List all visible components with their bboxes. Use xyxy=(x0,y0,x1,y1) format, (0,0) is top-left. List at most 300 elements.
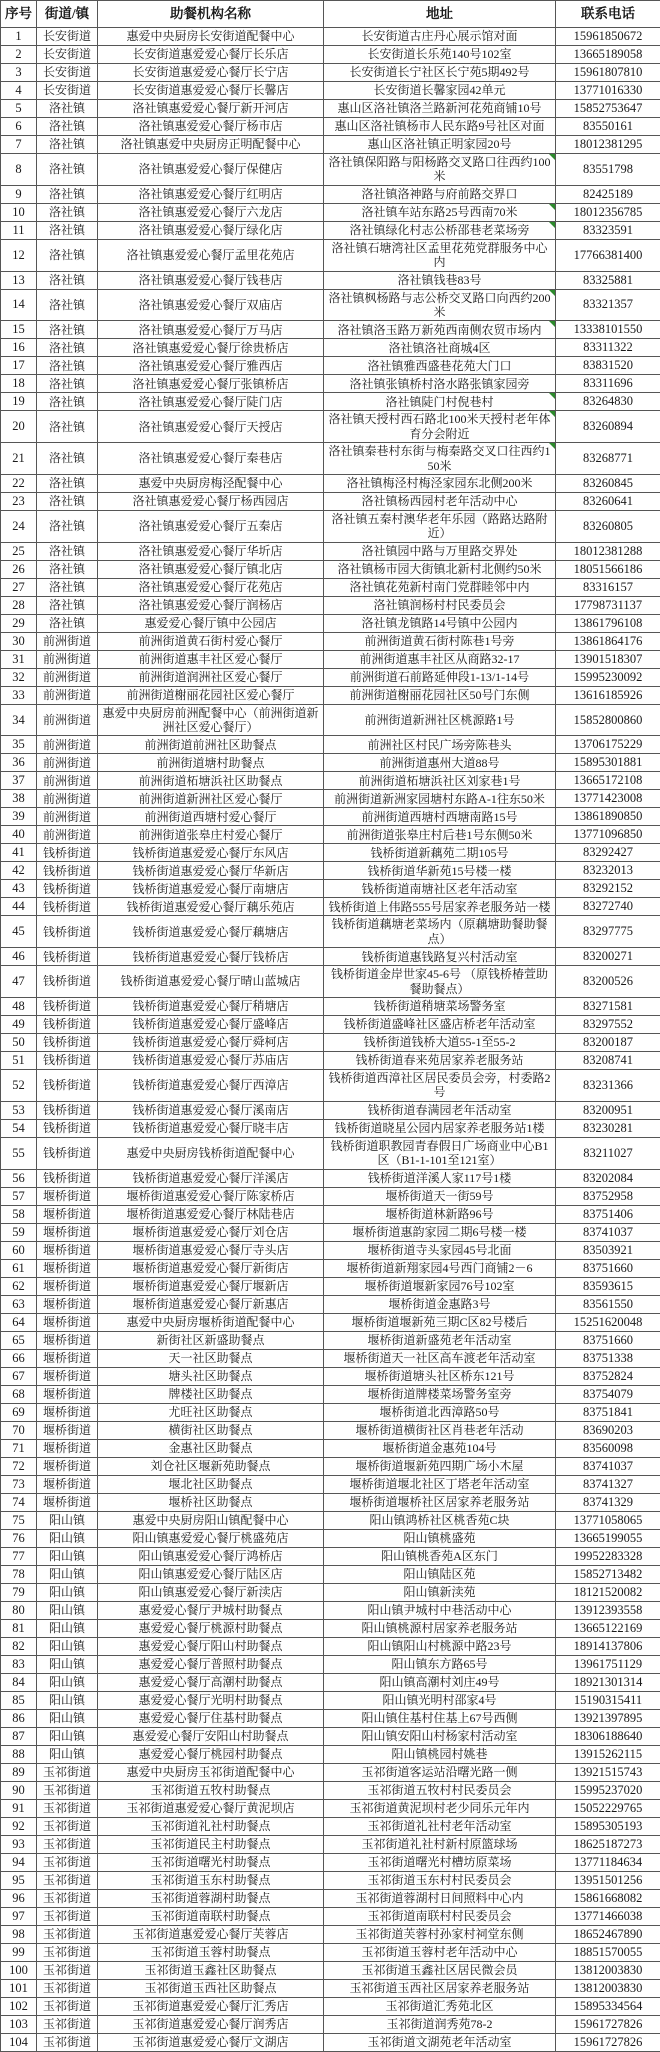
cell-index: 39 xyxy=(1,808,37,826)
cell-area: 前洲街道 xyxy=(37,826,98,844)
cell-area: 堰桥街道 xyxy=(37,1367,98,1385)
cell-institution-name: 钱桥街道惠爱爱心餐厅稍塘店 xyxy=(98,998,324,1016)
table-row xyxy=(1,632,660,650)
cell-area: 洛社镇 xyxy=(37,154,98,186)
cell-address: 前洲街道榭丽花园社区50号门东侧 xyxy=(324,686,556,704)
table-row xyxy=(1,510,660,542)
cell-index: 43 xyxy=(1,880,37,898)
cell-area: 洛社镇 xyxy=(37,289,98,321)
cell-index: 96 xyxy=(1,1889,37,1907)
cell-institution-name: 洛社镇惠爱爱心餐厅镇北店 xyxy=(98,560,324,578)
table-row xyxy=(1,1601,660,1619)
cell-institution-name: 惠爱爱心餐厅高潮村助餐点 xyxy=(98,1673,324,1691)
table-row xyxy=(1,1259,660,1277)
cell-area: 阳山镇 xyxy=(37,1511,98,1529)
cell-area: 洛社镇 xyxy=(37,578,98,596)
table-row xyxy=(1,1331,660,1349)
cell-institution-name: 钱桥街道惠爱爱心餐厅晓丰店 xyxy=(98,1119,324,1137)
cell-area: 玉祁街道 xyxy=(37,1943,98,1961)
cell-institution-name: 钱桥街道惠爱爱心餐厅华新店 xyxy=(98,862,324,880)
cell-index: 8 xyxy=(1,154,37,186)
cell-address: 洛社镇园中路与万里路交界处 xyxy=(324,542,556,560)
cell-area: 钱桥街道 xyxy=(37,844,98,862)
cell-phone: 83321357 xyxy=(556,289,660,321)
table-row xyxy=(1,1691,660,1709)
cell-institution-name: 玉祁街道玉蓉村助餐点 xyxy=(98,1943,324,1961)
cell-institution-name: 惠爱爱心餐厅阳山村助餐点 xyxy=(98,1637,324,1655)
table-row xyxy=(1,239,660,271)
cell-phone: 13961751129 xyxy=(556,1655,660,1673)
cell-phone: 83231366 xyxy=(556,1070,660,1102)
table-row xyxy=(1,790,660,808)
table-header-row xyxy=(1,1,660,28)
cell-address: 洛社镇杨市园大街镇北新村北侧约50米 xyxy=(324,560,556,578)
cell-institution-name: 钱桥街道惠爱爱心餐厅钱桥店 xyxy=(98,948,324,966)
table-row xyxy=(1,1137,660,1169)
cell-institution-name: 阳山镇惠爱爱心餐厅新渎店 xyxy=(98,1583,324,1601)
cell-address: 钱桥街道春满园老年活动室 xyxy=(324,1101,556,1119)
cell-area: 堰桥街道 xyxy=(37,1295,98,1313)
table-row xyxy=(1,1475,660,1493)
cell-area: 洛社镇 xyxy=(37,614,98,632)
cell-institution-name: 惠爱中央厨房长安街道配餐中心 xyxy=(98,28,324,46)
cell-phone: 83260894 xyxy=(556,411,660,443)
cell-phone: 13771184634 xyxy=(556,1853,660,1871)
cell-index: 28 xyxy=(1,596,37,614)
cell-phone: 83260805 xyxy=(556,510,660,542)
cell-phone: 83292427 xyxy=(556,844,660,862)
col-header-name: 助餐机构名称 xyxy=(98,1,324,28)
cell-index: 42 xyxy=(1,862,37,880)
cell-index: 98 xyxy=(1,1925,37,1943)
table-row xyxy=(1,898,660,916)
cell-phone: 15995230092 xyxy=(556,668,660,686)
cell-address: 洛社镇花苑新村南门党群睦邻中内 xyxy=(324,578,556,596)
table-row xyxy=(1,375,660,393)
cell-area: 钱桥街道 xyxy=(37,998,98,1016)
cell-area: 堰桥街道 xyxy=(37,1331,98,1349)
cell-phone: 13338101550 xyxy=(556,321,660,339)
cell-address: 阳山镇桃盛苑 xyxy=(324,1529,556,1547)
table-row xyxy=(1,1727,660,1745)
cell-institution-name: 惠爱中央厨房前洲配餐中心（前洲街道新洲社区爱心餐厅） xyxy=(98,704,324,736)
cell-phone: 83503921 xyxy=(556,1241,660,1259)
cell-address: 堰桥街道寺头家园45号北面 xyxy=(324,1241,556,1259)
cell-area: 玉祁街道 xyxy=(37,1961,98,1979)
cell-address: 洛社镇润杨村村民委员会 xyxy=(324,596,556,614)
cell-address: 堰桥街道新盛苑老年活动室 xyxy=(324,1331,556,1349)
cell-address: 洛社镇车站东路25号西南70米 xyxy=(324,203,556,221)
cell-phone: 13616185926 xyxy=(556,686,660,704)
table-row xyxy=(1,1205,660,1223)
cell-address: 阳山镇阳山村桃源中路23号 xyxy=(324,1637,556,1655)
table-row xyxy=(1,772,660,790)
cell-index: 71 xyxy=(1,1439,37,1457)
cell-institution-name: 洛社镇惠爱爱心餐厅张镇桥店 xyxy=(98,375,324,393)
cell-institution-name: 堰桥街道惠爱爱心餐厅堰新店 xyxy=(98,1277,324,1295)
cell-phone: 83264830 xyxy=(556,393,660,411)
table-row xyxy=(1,754,660,772)
cell-area: 前洲街道 xyxy=(37,736,98,754)
cell-area: 洛社镇 xyxy=(37,411,98,443)
cell-institution-name: 钱桥街道惠爱爱心餐厅藕乐苑店 xyxy=(98,898,324,916)
cell-phone: 83200187 xyxy=(556,1034,660,1052)
cell-index: 21 xyxy=(1,443,37,475)
cell-address: 堰桥街道新翔家园4号西门商铺2－6 xyxy=(324,1259,556,1277)
cell-phone: 83741327 xyxy=(556,1475,660,1493)
table-row xyxy=(1,393,660,411)
cell-area: 洛社镇 xyxy=(37,221,98,239)
cell-phone: 13861890850 xyxy=(556,808,660,826)
cell-phone: 19952283328 xyxy=(556,1547,660,1565)
cell-institution-name: 前洲街道张皋庄村爱心餐厅 xyxy=(98,826,324,844)
cell-area: 前洲街道 xyxy=(37,790,98,808)
cell-index: 25 xyxy=(1,542,37,560)
cell-phone: 13771096850 xyxy=(556,826,660,844)
table-row xyxy=(1,1119,660,1137)
cell-phone: 15995237020 xyxy=(556,1781,660,1799)
cell-phone: 83208741 xyxy=(556,1052,660,1070)
cell-phone: 83268771 xyxy=(556,443,660,475)
cell-index: 26 xyxy=(1,560,37,578)
cell-index: 14 xyxy=(1,289,37,321)
cell-area: 洛社镇 xyxy=(37,393,98,411)
cell-phone: 83751660 xyxy=(556,1331,660,1349)
cell-institution-name: 玉祁街道惠爱爱心餐厅汇秀店 xyxy=(98,1997,324,2015)
table-row xyxy=(1,1101,660,1119)
cell-index: 46 xyxy=(1,948,37,966)
cell-area: 洛社镇 xyxy=(37,542,98,560)
cell-index: 44 xyxy=(1,898,37,916)
cell-address: 玉祁街道黄泥坝村老少同乐元年内 xyxy=(324,1799,556,1817)
cell-phone: 83202084 xyxy=(556,1169,660,1187)
table-row xyxy=(1,1241,660,1259)
cell-area: 钱桥街道 xyxy=(37,1070,98,1102)
cell-index: 56 xyxy=(1,1169,37,1187)
table-row xyxy=(1,1223,660,1241)
cell-phone: 13665189058 xyxy=(556,46,660,64)
cell-address: 玉祁街道曙光村槽坊原菜场 xyxy=(324,1853,556,1871)
cell-institution-name: 玉祁街道蓉湖村助餐点 xyxy=(98,1889,324,1907)
table-row xyxy=(1,650,660,668)
col-header-phone: 联系电话 xyxy=(556,1,660,28)
cell-address: 洛社镇杨西园村老年活动中心 xyxy=(324,492,556,510)
cell-address: 阳山镇光明村邵家4号 xyxy=(324,1691,556,1709)
cell-address: 阳山镇陆区苑 xyxy=(324,1565,556,1583)
cell-address: 钱桥街道晓星公园内居家养老服务站1楼 xyxy=(324,1119,556,1137)
table-row xyxy=(1,1052,660,1070)
cell-institution-name: 玉祁街道惠爱爱心餐厅润秀店 xyxy=(98,2015,324,2033)
table-row xyxy=(1,1313,660,1331)
table-row xyxy=(1,1799,660,1817)
cell-index: 101 xyxy=(1,1979,37,1997)
cell-address: 钱桥街道钱桥大道55-1至55-2 xyxy=(324,1034,556,1052)
cell-area: 堰桥街道 xyxy=(37,1187,98,1205)
cell-index: 24 xyxy=(1,510,37,542)
cell-index: 45 xyxy=(1,916,37,948)
cell-index: 48 xyxy=(1,998,37,1016)
cell-area: 堰桥街道 xyxy=(37,1241,98,1259)
cell-institution-name: 惠爱中央厨房堰桥街道配餐中心 xyxy=(98,1313,324,1331)
cell-phone: 83311322 xyxy=(556,339,660,357)
cell-address: 惠山区洛社镇杨市人民东路9号社区对面 xyxy=(324,118,556,136)
cell-address: 长安街道长馨家园42单元 xyxy=(324,82,556,100)
cell-institution-name: 洛社镇惠爱爱心餐厅孟里花苑店 xyxy=(98,239,324,271)
cell-institution-name: 惠爱爱心餐厅镇中公园店 xyxy=(98,614,324,632)
cell-institution-name: 塘头社区助餐点 xyxy=(98,1367,324,1385)
cell-phone: 13771466038 xyxy=(556,1907,660,1925)
cell-area: 钱桥街道 xyxy=(37,862,98,880)
cell-phone: 13951501256 xyxy=(556,1871,660,1889)
cell-index: 69 xyxy=(1,1403,37,1421)
cell-institution-name: 洛社镇惠爱爱心餐厅绿化店 xyxy=(98,221,324,239)
cell-address: 前洲街道新洲社区桃源路1号 xyxy=(324,704,556,736)
cell-address: 玉祁街道客运站沿曙光路一侧 xyxy=(324,1763,556,1781)
cell-address: 钱桥街道惠钱路复兴村活动室 xyxy=(324,948,556,966)
table-row xyxy=(1,46,660,64)
cell-area: 阳山镇 xyxy=(37,1565,98,1583)
cell-phone: 17798731137 xyxy=(556,596,660,614)
table-row xyxy=(1,271,660,289)
cell-phone: 83211027 xyxy=(556,1137,660,1169)
cell-address: 钱桥街道藕塘老菜场内（原藕塘助餐助餐点） xyxy=(324,916,556,948)
cell-index: 29 xyxy=(1,614,37,632)
table-row xyxy=(1,966,660,998)
table-row xyxy=(1,1421,660,1439)
cell-phone: 83230281 xyxy=(556,1119,660,1137)
cell-address: 阳山镇尹城村中巷活动中心 xyxy=(324,1601,556,1619)
cell-area: 前洲街道 xyxy=(37,632,98,650)
table-row xyxy=(1,1817,660,1835)
cell-institution-name: 堰北社区助餐点 xyxy=(98,1475,324,1493)
cell-phone: 15895334564 xyxy=(556,1997,660,2015)
cell-phone: 83260845 xyxy=(556,474,660,492)
cell-index: 57 xyxy=(1,1187,37,1205)
cell-index: 93 xyxy=(1,1835,37,1853)
cell-phone: 83297552 xyxy=(556,1016,660,1034)
cell-institution-name: 惠爱中央厨房玉祁街道配餐中心 xyxy=(98,1763,324,1781)
cell-area: 堰桥街道 xyxy=(37,1493,98,1511)
cell-institution-name: 金惠社区助餐点 xyxy=(98,1439,324,1457)
table-body xyxy=(1,28,660,2052)
cell-phone: 83831520 xyxy=(556,357,660,375)
cell-area: 玉祁街道 xyxy=(37,1889,98,1907)
cell-phone: 13861864176 xyxy=(556,632,660,650)
table-row xyxy=(1,880,660,898)
cell-index: 77 xyxy=(1,1547,37,1565)
cell-address: 阳山镇鸿桥社区桃香苑C块 xyxy=(324,1511,556,1529)
cell-institution-name: 玉祁街道曙光村助餐点 xyxy=(98,1853,324,1871)
cell-address: 前洲街道石前路延伸段1-13/1-14号 xyxy=(324,668,556,686)
cell-phone: 15961850672 xyxy=(556,28,660,46)
cell-index: 18 xyxy=(1,375,37,393)
cell-institution-name: 前洲街道塘村助餐点 xyxy=(98,754,324,772)
cell-institution-name: 玉祁街道惠爱爱心餐厅文湖店 xyxy=(98,2033,324,2051)
cell-index: 100 xyxy=(1,1961,37,1979)
cell-index: 1 xyxy=(1,28,37,46)
cell-index: 2 xyxy=(1,46,37,64)
cell-address: 堰桥街道天一社区高车渡老年活动室 xyxy=(324,1349,556,1367)
cell-institution-name: 尤旺社区助餐点 xyxy=(98,1403,324,1421)
cell-area: 玉祁街道 xyxy=(37,1979,98,1997)
cell-phone: 18012356785 xyxy=(556,203,660,221)
table-row xyxy=(1,443,660,475)
cell-index: 76 xyxy=(1,1529,37,1547)
cell-address: 阳山镇新渎苑 xyxy=(324,1583,556,1601)
cell-institution-name: 洛社镇惠爱爱心餐厅红明店 xyxy=(98,185,324,203)
cell-institution-name: 横街社区助餐点 xyxy=(98,1421,324,1439)
cell-phone: 15251620048 xyxy=(556,1313,660,1331)
table-row xyxy=(1,1070,660,1102)
cell-index: 103 xyxy=(1,2015,37,2033)
table-row xyxy=(1,1871,660,1889)
cell-phone: 15190315411 xyxy=(556,1691,660,1709)
cell-area: 钱桥街道 xyxy=(37,1052,98,1070)
cell-institution-name: 前洲街道黄石街村爱心餐厅 xyxy=(98,632,324,650)
cell-phone: 18012381288 xyxy=(556,542,660,560)
cell-index: 81 xyxy=(1,1619,37,1637)
cell-phone: 83752824 xyxy=(556,1367,660,1385)
table-row xyxy=(1,492,660,510)
cell-address: 洛社镇钱巷83号 xyxy=(324,271,556,289)
cell-area: 洛社镇 xyxy=(37,271,98,289)
cell-address: 玉祁街道汇秀苑北区 xyxy=(324,1997,556,2015)
table-row xyxy=(1,357,660,375)
cell-flag-triangle-icon xyxy=(549,154,555,160)
cell-index: 104 xyxy=(1,2033,37,2051)
cell-flag-triangle-icon xyxy=(549,204,555,210)
cell-address: 堰桥街道堰新苑三期C区82号楼后 xyxy=(324,1313,556,1331)
cell-area: 钱桥街道 xyxy=(37,880,98,898)
cell-index: 94 xyxy=(1,1853,37,1871)
cell-index: 91 xyxy=(1,1799,37,1817)
cell-index: 23 xyxy=(1,492,37,510)
cell-phone: 13915262115 xyxy=(556,1745,660,1763)
cell-index: 86 xyxy=(1,1709,37,1727)
cell-address: 洛社镇天授村西石路北100米天授村老年体育分会附近 xyxy=(324,411,556,443)
table-row xyxy=(1,1781,660,1799)
cell-index: 82 xyxy=(1,1637,37,1655)
cell-institution-name: 阳山镇惠爱爱心餐厅陆区店 xyxy=(98,1565,324,1583)
cell-phone: 13665172108 xyxy=(556,772,660,790)
cell-area: 前洲街道 xyxy=(37,686,98,704)
cell-phone: 83292152 xyxy=(556,880,660,898)
cell-index: 12 xyxy=(1,239,37,271)
cell-index: 10 xyxy=(1,203,37,221)
cell-address: 阳山镇桃园村姚巷 xyxy=(324,1745,556,1763)
cell-area: 玉祁街道 xyxy=(37,1799,98,1817)
cell-institution-name: 堰桥街道惠爱爱心餐厅新惠店 xyxy=(98,1295,324,1313)
cell-phone: 83200271 xyxy=(556,948,660,966)
cell-area: 阳山镇 xyxy=(37,1583,98,1601)
cell-area: 玉祁街道 xyxy=(37,1853,98,1871)
cell-index: 95 xyxy=(1,1871,37,1889)
cell-address: 玉祁街道玉西社区居家养老服务站 xyxy=(324,1979,556,1997)
cell-index: 70 xyxy=(1,1421,37,1439)
cell-index: 66 xyxy=(1,1349,37,1367)
table-row xyxy=(1,1385,660,1403)
cell-area: 阳山镇 xyxy=(37,1673,98,1691)
cell-institution-name: 玉祁街道南联村助餐点 xyxy=(98,1907,324,1925)
cell-area: 长安街道 xyxy=(37,64,98,82)
cell-phone: 83751406 xyxy=(556,1205,660,1223)
cell-institution-name: 新街社区新盛助餐点 xyxy=(98,1331,324,1349)
cell-phone: 83754079 xyxy=(556,1385,660,1403)
cell-area: 堰桥街道 xyxy=(37,1259,98,1277)
cell-address: 前洲街道柘塘浜社区刘家巷1号 xyxy=(324,772,556,790)
cell-address: 洛社镇绿化村志公桥邵巷老菜场旁 xyxy=(324,221,556,239)
cell-phone: 83311696 xyxy=(556,375,660,393)
cell-index: 9 xyxy=(1,185,37,203)
cell-area: 玉祁街道 xyxy=(37,2015,98,2033)
table-row xyxy=(1,916,660,948)
cell-area: 洛社镇 xyxy=(37,118,98,136)
table-row xyxy=(1,1583,660,1601)
table-row xyxy=(1,1943,660,1961)
cell-address: 堰桥街道堰北社区丁塔老年活动室 xyxy=(324,1475,556,1493)
cell-institution-name: 钱桥街道惠爱爱心餐厅西漳店 xyxy=(98,1070,324,1102)
cell-phone: 15895305193 xyxy=(556,1817,660,1835)
cell-phone: 13771016330 xyxy=(556,82,660,100)
cell-address: 阳山镇高潮村刘庄49号 xyxy=(324,1673,556,1691)
cell-address: 堰桥街道林新路96号 xyxy=(324,1205,556,1223)
cell-index: 6 xyxy=(1,118,37,136)
cell-address: 洛社镇五秦村澳华老年乐园（路路达路附近） xyxy=(324,510,556,542)
cell-index: 84 xyxy=(1,1673,37,1691)
cell-area: 钱桥街道 xyxy=(37,1137,98,1169)
cell-flag-triangle-icon xyxy=(549,411,555,417)
cell-index: 79 xyxy=(1,1583,37,1601)
table-row xyxy=(1,1925,660,1943)
cell-phone: 18121520082 xyxy=(556,1583,660,1601)
cell-index: 102 xyxy=(1,1997,37,2015)
cell-phone: 83550161 xyxy=(556,118,660,136)
table-row xyxy=(1,339,660,357)
cell-address: 洛社镇洛玉路万新苑西南侧农贸市场内 xyxy=(324,321,556,339)
cell-area: 玉祁街道 xyxy=(37,1925,98,1943)
table-row xyxy=(1,100,660,118)
cell-index: 49 xyxy=(1,1016,37,1034)
cell-index: 74 xyxy=(1,1493,37,1511)
cell-area: 堰桥街道 xyxy=(37,1223,98,1241)
cell-phone: 83297775 xyxy=(556,916,660,948)
table-row xyxy=(1,808,660,826)
cell-institution-name: 惠爱中央厨房阳山镇配餐中心 xyxy=(98,1511,324,1529)
cell-institution-name: 玉祁街道惠爱爱心餐厅芙蓉店 xyxy=(98,1925,324,1943)
cell-index: 4 xyxy=(1,82,37,100)
table-row xyxy=(1,1997,660,2015)
cell-phone: 83690203 xyxy=(556,1421,660,1439)
cell-index: 7 xyxy=(1,136,37,154)
cell-index: 80 xyxy=(1,1601,37,1619)
cell-index: 11 xyxy=(1,221,37,239)
cell-area: 洛社镇 xyxy=(37,136,98,154)
cell-area: 玉祁街道 xyxy=(37,1835,98,1853)
table-row xyxy=(1,289,660,321)
cell-index: 90 xyxy=(1,1781,37,1799)
table-row xyxy=(1,136,660,154)
cell-area: 堰桥街道 xyxy=(37,1313,98,1331)
table-row xyxy=(1,411,660,443)
cell-address: 洛社镇洛社商城4区 xyxy=(324,339,556,357)
cell-area: 洛社镇 xyxy=(37,203,98,221)
cell-index: 53 xyxy=(1,1101,37,1119)
cell-institution-name: 长安街道惠爱爱心餐厅长馨店 xyxy=(98,82,324,100)
cell-address: 玉祁街道五牧村村民委员会 xyxy=(324,1781,556,1799)
cell-address: 阳山镇东方路65号 xyxy=(324,1655,556,1673)
table-row xyxy=(1,1016,660,1034)
cell-area: 阳山镇 xyxy=(37,1637,98,1655)
